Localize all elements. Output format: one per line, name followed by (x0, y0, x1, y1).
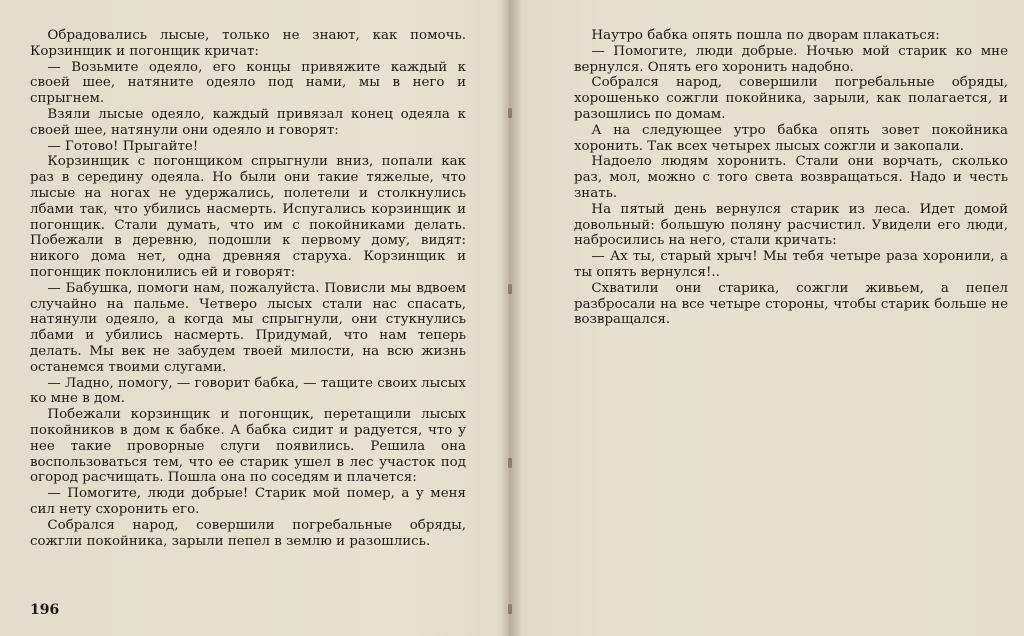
paragraph: — Готово! Прыгайте! (47, 138, 199, 154)
paragraph: Обрадовались лысые, только не знают, как помочь. Корзинщик и погонщик кричат: (30, 28, 466, 59)
binding-stitch (508, 458, 512, 468)
paragraph: Схватили они старика, сожгли живьем, а пепел разбросали на все четыре стороны, чтобы старик больше не возвращался. (574, 280, 1008, 328)
paragraph: — Бабушка, помоги нам, пожалуйста. Повисли мы вдвоем случайно на пальме. Четверо лысых стали нас спасать, натянули одеяло, а когда мы спрыгнули, они стукнулись лбами и убились насмерть. Придумай, что нам теперь делать. Мы век не забудем твоей милости, на всю жизнь останемся твоими слугами. (30, 280, 466, 375)
paragraph: Наутро бабка опять пошла по дворам плакаться: (591, 28, 940, 43)
paragraph: Побежали корзинщик и погонщик, перетащили лысых покойников в дом к бабке. А бабка сидит и радуется, что у нее такие проворные слуги появились. Решила она воспользоваться тем, что ее старик ушел в лес участок под огород расчищать. Пошла она по соседям и плачется: (30, 407, 466, 486)
binding-stitch (508, 604, 512, 614)
binding-stitch (508, 284, 512, 294)
book-gutter (497, 0, 523, 636)
paragraph: На пятый день вернулся старик из леса. Идет домой довольный: большую поляну расчистил. Увидели его люди, набросились на него, стали кричать: (574, 201, 1008, 249)
paragraph: Надоело людям хоронить. Стали они ворчать, сколько раз, мол, можно с того света возвращаться. Надо и честь знать. (574, 154, 1008, 201)
left-page-text (30, 28, 466, 549)
paragraph: Взяли лысые одеяло, каждый привязал конец одеяла к своей шее, натянули они одеяло и говорят: (30, 106, 466, 138)
page-number: 196 (30, 602, 60, 618)
paragraph: Корзинщик с погонщиком спрыгнули вниз, попали как раз в середину одеяла. Но были они такие тяжелые, что лысые на ногах не удержались, полетели и столкнулись лбами так, что убились насмерть. Испугались корзинщик и погонщик. Стали думать, что им с покойниками делать. Побежали в деревню, подошли к первому дому, видят: никого дома нет, одна древняя старуха. Корзинщик и погонщик поклонились ей и говорят: (30, 154, 466, 280)
paragraph: А на следующее утро бабка опять зовет покойника хоронить. Так всех четырех лысых сожгли и закопали. (574, 122, 1008, 154)
paragraph: — Помогите, люди добрые. Ночью мой старик ко мне вернулся. Опять его хоронить надобно. (574, 43, 1008, 75)
paragraph: Собрался народ, совершили погребальные обряды, сожгли покойника, зарыли пепел в землю и разошлись. (30, 517, 466, 549)
paragraph: Собрался народ, совершили погребальные обряды, хорошенько сожгли покойника, зарыли, как полагается, и разошлись по домам. (574, 75, 1008, 122)
paragraph: — Помогите, люди добрые! Старик мой помер, а у меня сил нету схоронить его. (30, 486, 466, 517)
paragraph: — Ах ты, старый хрыч! Мы тебя четыре раза хоронили, а ты опять вернулся!.. (574, 249, 1008, 280)
right-page-text (574, 28, 1008, 328)
paragraph: — Возьмите одеяло, его концы привяжите каждый к своей шее, натяните одеяло под нами, мы в него и спрыгнем. (30, 59, 466, 107)
paragraph: — Ладно, помогу, — говорит бабка, — тащите своих лысых ко мне в дом. (30, 375, 466, 407)
binding-stitch (508, 108, 512, 118)
